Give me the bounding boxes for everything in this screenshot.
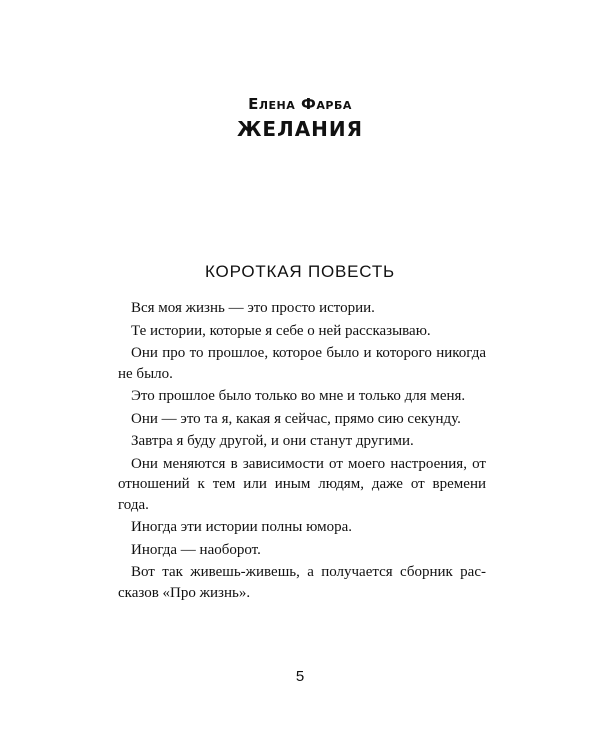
paragraph: Иногда эти истории полны юмора. <box>131 519 353 535</box>
paragraph: Те истории, которые я себе о ней рассказываю. <box>131 322 431 339</box>
paragraph: Иногда — наоборот. <box>131 541 261 558</box>
paragraph: Они про то прошлое, которое было и которого никогда не было. <box>118 345 486 382</box>
paragraph: Завтра я буду другой, и они станут другими. <box>131 433 414 449</box>
author-name: Елена Фарба <box>248 95 352 113</box>
page-number: 5 <box>295 668 305 685</box>
paragraph: Они — это та я, какая я сейчас, прямо сию секунду. <box>131 410 461 427</box>
section-title: КОРОТКАЯ ПОВЕСТЬ <box>205 262 395 281</box>
paragraph: Это прошлое было только во мне и только для меня. <box>131 388 466 404</box>
book-title: ЖЕЛАНИЯ <box>236 117 364 141</box>
paragraph: Вся моя жизнь — это просто истории. <box>131 300 375 316</box>
paragraph: Вот так живешь-живешь, а получается сборник рассказов «Про жизнь». <box>118 564 486 601</box>
paragraph: Они меняются в зависимости от моего настроения, от отношений к тем или иным людям, даже от времени года. <box>118 455 486 513</box>
body-text <box>118 298 486 605</box>
